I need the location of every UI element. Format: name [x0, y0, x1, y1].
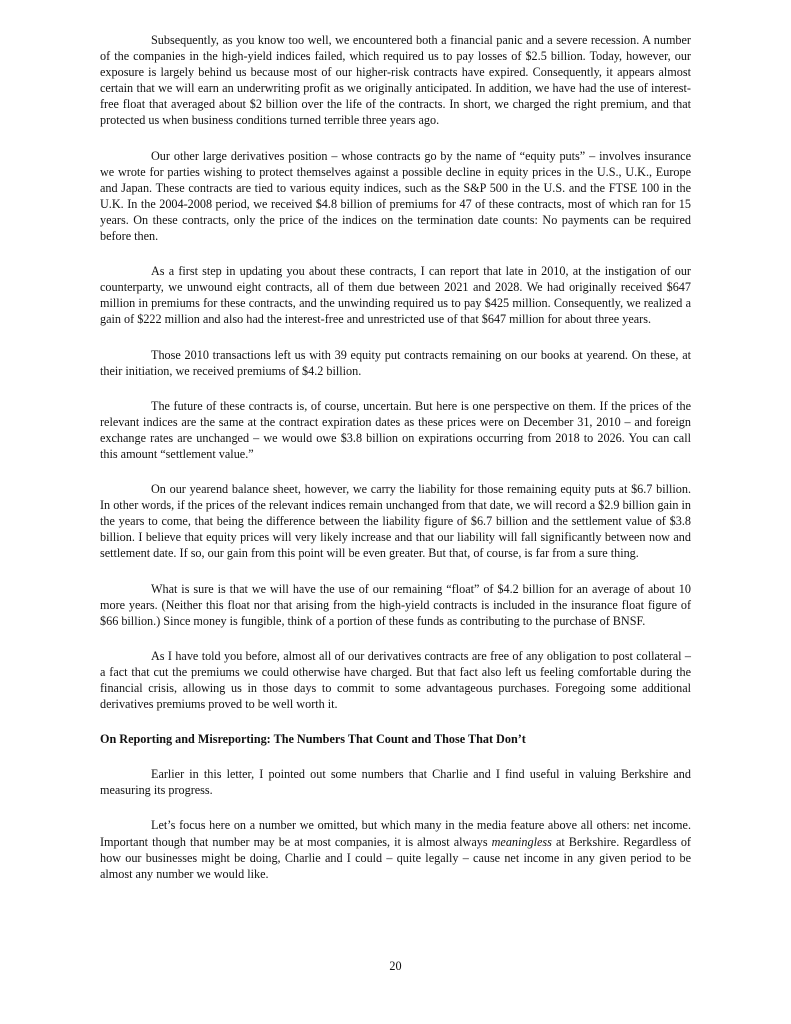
page-number: 20	[389, 959, 402, 973]
paragraph-unwound-contracts: As a first step in updating you about these contracts, I can report that late in 2010, at the instigation of our counterparty, we unwound eight contracts, all of them due between 2021 and 2028. We had originally received $647 million in premiums for these contracts, and the unwinding required us to pay $425 million. Consequently, we realized a gain of $222 million and also had the interest-free and unrestricted use of that $647 million for about three years.	[100, 264, 691, 327]
paragraph-remaining-contracts: Those 2010 transactions left us with 39 equity put contracts remaining on our books at yearend. On these, at their initiation, we received premiums of $4.2 billion.	[100, 347, 691, 378]
paragraph-settlement-value: The future of these contracts is, of course, uncertain. But here is one perspective on them. If the prices of the relevant indices are the same at the contract expiration dates as these prices were on December 31, 2010 – and foreign exchange rates are unchanged – we would owe $3.8 billion on expirations occurring from 2018 to 2026. You can call this amount “settlement value.”	[100, 398, 691, 461]
page-body	[100, 32, 691, 901]
emphasis-meaningless: meaningless	[491, 834, 552, 849]
section-heading: On Reporting and Misreporting: The Numbers That Count and Those That Don’t	[100, 732, 526, 747]
paragraph-collateral: As I have told you before, almost all of our derivatives contracts are free of any obligation to post collateral – a fact that cut the premiums we could otherwise have charged. But that fact also left us feeling comfortable during the financial crisis, allowing us in those days to commit to some advantageous purchases. Foregoing some additional derivatives premiums proved to be well worth it.	[100, 648, 691, 712]
paragraph-net-income	[100, 817, 691, 881]
paragraph-float: What is sure is that we will have the use of our remaining “float” of $4.2 billion for an average of about 10 more years. (Neither this float nor that arising from the high-yield contracts is included in the insurance float figure of $66 billion.) Since money is fungible, think of a portion of these funds as contributing to the purchase of BNSF.	[100, 581, 691, 628]
net-income-text-end: at Berkshire. Regardless of how our businesses might be doing, Charlie and I could – quite legally – cause net income in any given period to be almost any number we would like.	[100, 834, 691, 881]
net-income-text-start: Let’s focus here on a number we omitted, but which many in the media feature above all others: net income. Important though that number may be at most companies, it is almost always	[100, 818, 691, 849]
paragraph-equity-puts: Our other large derivatives position – whose contracts go by the name of “equity puts” – involves insurance we wrote for parties wishing to protect themselves against a possible decline in equity prices in the U.S., U.K., Europe and Japan. These contracts are tied to various equity indices, such as the S&P 500 in the U.S. and the FTSE 100 in the U.K. In the 2004-2008 period, we received $4.8 billion of premiums for 47 of these contracts, most of which ran for 15 years. On these contracts, only the price of the indices on the termination date counts: No payments can be required before then.	[100, 148, 691, 244]
paragraph-balance-sheet: On our yearend balance sheet, however, we carry the liability for those remaining equity puts at $6.7 billion. In other words, if the prices of the relevant indices remain unchanged from that date, we will record a $2.9 billion gain in the years to come, that being the difference between the liability figure of $6.7 billion and the settlement value of $3.8 billion. I believe that equity prices will very likely increase and that our liability will fall significantly between now and settlement date. If so, our gain from this point will be even greater. But that, of course, is far from a sure thing.	[100, 482, 691, 561]
paragraph-financial-panic: Subsequently, as you know too well, we encountered both a financial panic and a severe recession. A number of the companies in the high-yield indices failed, which required us to pay losses of $2.5 billion. Today, however, our exposure is largely behind us because most of our higher-risk contracts have expired. Consequently, it appears almost certain that we will earn an underwriting profit as we originally anticipated. In addition, we have had the use of interest-free float that averaged about $2 billion over the life of the contracts. In short, we charged the right premium, and that protected us when business conditions turned terrible three years ago.	[100, 33, 691, 128]
paragraph-useful-numbers: Earlier in this letter, I pointed out some numbers that Charlie and I find useful in valuing Berkshire and measuring its progress.	[100, 767, 691, 798]
